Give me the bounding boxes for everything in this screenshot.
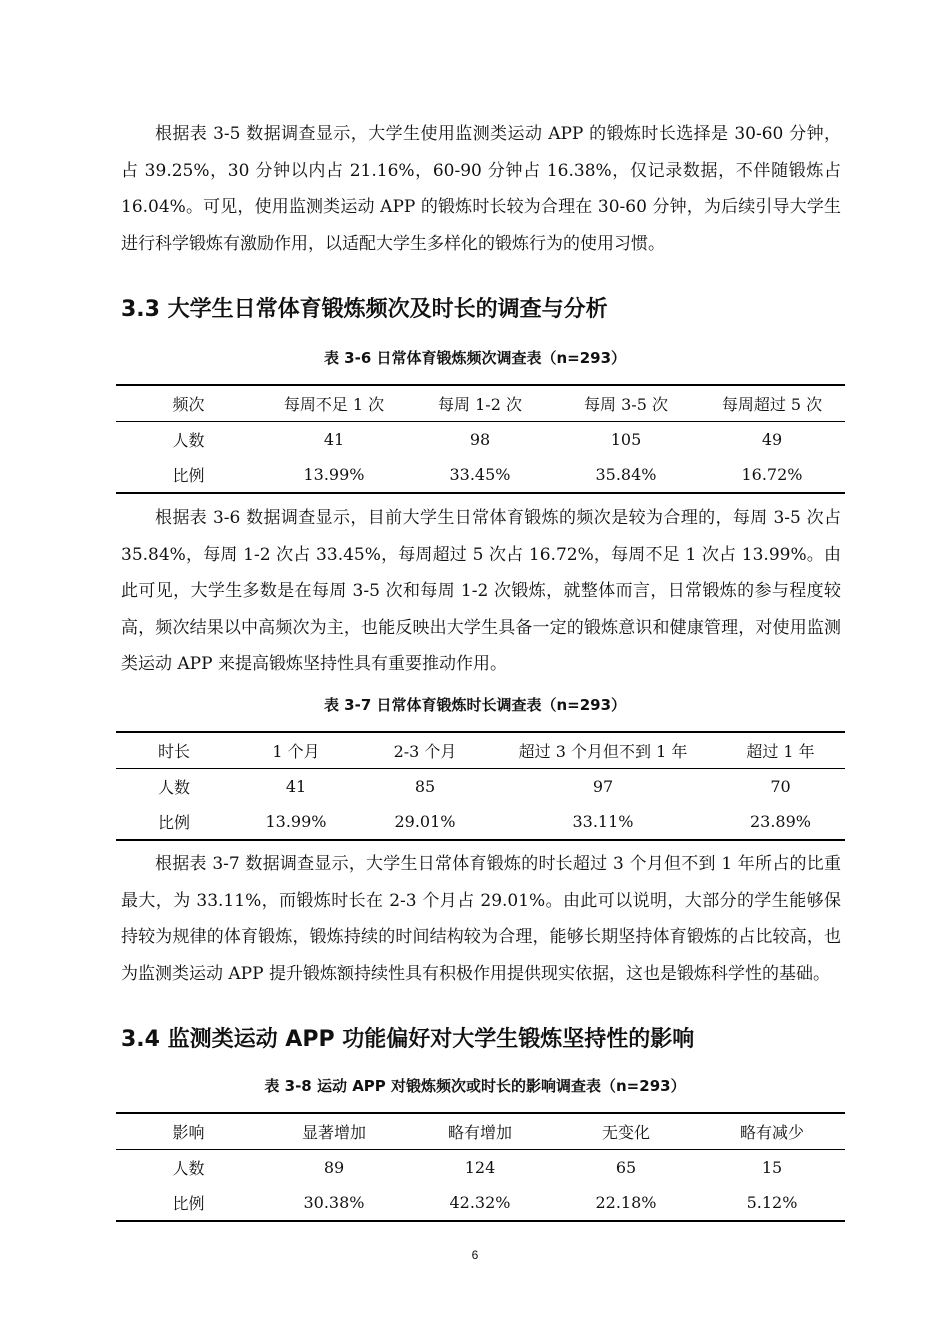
- section-heading-3-4: 3.4 监测类运动 APP 功能偏好对大学生锻炼坚持性的影响: [121, 1027, 695, 1052]
- table-3-7-caption: 表 3-7 日常体育锻炼时长调查表（n=293）: [323, 696, 627, 714]
- table-cell: 13.99%: [261, 457, 407, 493]
- table-cell: 33.11%: [490, 804, 716, 840]
- table-3-7: [116, 731, 845, 841]
- table-row: [116, 422, 845, 458]
- table-cell: 每周超过 5 次: [699, 385, 845, 422]
- table-cell: 30.38%: [261, 1185, 407, 1221]
- table-cell: 41: [285, 777, 307, 796]
- table-cell: 人数: [172, 1159, 205, 1178]
- table-cell: 85: [414, 777, 436, 796]
- table-cell: 人数: [172, 431, 205, 450]
- paragraph-table-3-7-analysis: 根据表 3-7 数据调查显示，大学生日常体育锻炼的时长超过 3 个月但不到 1 年所占的比重最大，为 33.11%，而锻炼时长在 2-3 个月占 29.01%。由此可以说明，大部分的学生能够保持较为规律的体育锻炼，锻炼持续的时间结构较为合理，能够长期坚持体育锻炼的占比较高，也为监测类运动 APP 提升锻炼额持续性具有积极作用提供现实依据，这也是锻炼科学性的基础。: [121, 854, 841, 984]
- table-cell: 35.84%: [553, 457, 699, 493]
- table-cell: 每周 1-2 次: [407, 385, 553, 422]
- table-cell: 比例: [116, 457, 261, 493]
- table-header-row: [116, 385, 845, 422]
- table-cell: 65: [615, 1158, 637, 1177]
- table-cell: 超过 3 个月但不到 1 年: [490, 732, 716, 769]
- table-cell: 超过 1 年: [716, 732, 845, 769]
- table-cell: 41: [323, 430, 345, 449]
- table-cell: 略有增加: [407, 1113, 553, 1150]
- paragraph-table-3-5-analysis: 根据表 3-5 数据调查显示，大学生使用监测类运动 APP 的锻炼时长选择是 30-60 分钟，占 39.25%，30 分钟以内占 21.16%，60-90 分钟占 16.38%，仅记录数据，不伴随锻炼占 16.04%。可见，使用监测类运动 APP 的锻炼时长较为合理在 30-60 分钟，为后续引导大学生进行科学锻炼有激励作用，以适配大学生多样化的锻炼行为的使用习惯。: [121, 124, 841, 254]
- table-cell: 105: [610, 430, 642, 449]
- table-3-8-caption: 表 3-8 运动 APP 对锻炼频次或时长的影响调查表（n=293）: [264, 1077, 686, 1095]
- table-row: [116, 804, 845, 840]
- table-row: [116, 1150, 845, 1186]
- table-cell: 89: [323, 1158, 345, 1177]
- table-cell: 124: [464, 1158, 496, 1177]
- table-cell: 29.01%: [360, 804, 490, 840]
- table-cell: 无变化: [553, 1113, 699, 1150]
- table-row: [116, 457, 845, 493]
- table-3-6-caption: 表 3-6 日常体育锻炼频次调查表（n=293）: [323, 349, 627, 367]
- table-cell: 70: [770, 777, 791, 796]
- table-cell: 97: [592, 777, 614, 796]
- paragraph-table-3-6-analysis: 根据表 3-6 数据调查显示，目前大学生日常体育锻炼的频次是较为合理的，每周 3-5 次占 35.84%，每周 1-2 次占 33.45%，每周超过 5 次占 16.72%，每周不足 1 次占 13.99%。由此可见，大学生多数是在每周 3-5 次和每周 1-2 次锻炼，就整体而言，日常锻炼的参与程度较高，频次结果以中高频次为主，也能反映出大学生具备一定的锻炼意识和健康管理，对使用监测类运动 APP 来提高锻炼坚持性具有重要推动作用。: [121, 508, 841, 674]
- table-cell: 49: [761, 430, 783, 449]
- table-cell: 15: [761, 1158, 783, 1177]
- table-header-row: [116, 732, 845, 769]
- table-cell: 略有减少: [699, 1113, 845, 1150]
- table-cell: 时长: [116, 732, 232, 769]
- table-cell: 比例: [116, 1185, 261, 1221]
- table-cell: 比例: [116, 804, 232, 840]
- table-cell: 显著增加: [261, 1113, 407, 1150]
- table-3-6: [116, 384, 845, 494]
- table-cell: 42.32%: [407, 1185, 553, 1221]
- table-row: [116, 1185, 845, 1221]
- table-cell: 2-3 个月: [360, 732, 490, 769]
- table-cell: 每周 3-5 次: [553, 385, 699, 422]
- table-cell: 每周不足 1 次: [261, 385, 407, 422]
- table-row: [116, 769, 845, 805]
- table-cell: 频次: [116, 385, 261, 422]
- table-header-row: [116, 1113, 845, 1150]
- table-cell: 人数: [157, 778, 190, 797]
- table-cell: 1 个月: [232, 732, 360, 769]
- section-heading-3-3: 3.3 大学生日常体育锻炼频次及时长的调查与分析: [121, 297, 608, 322]
- table-cell: 影响: [116, 1113, 261, 1150]
- table-cell: 13.99%: [232, 804, 360, 840]
- table-3-8: [116, 1112, 845, 1222]
- table-cell: 16.72%: [699, 457, 845, 493]
- table-cell: 22.18%: [553, 1185, 699, 1221]
- page-number: 6: [471, 1248, 479, 1262]
- table-cell: 98: [469, 430, 491, 449]
- table-cell: 5.12%: [699, 1185, 845, 1221]
- table-cell: 23.89%: [716, 804, 845, 840]
- table-cell: 33.45%: [407, 457, 553, 493]
